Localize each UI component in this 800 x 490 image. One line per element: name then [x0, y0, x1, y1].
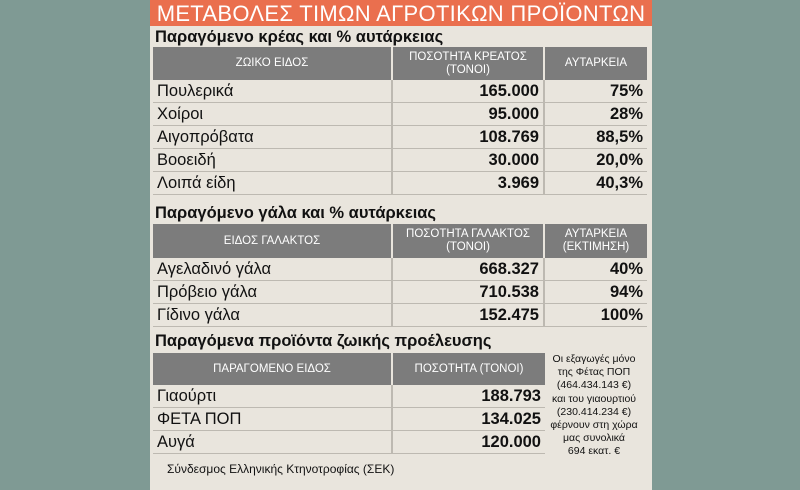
milk-type-cell: Αγελαδινό γάλα	[153, 258, 393, 281]
species-cell: Χοίροι	[153, 103, 393, 126]
quantity-cell: 152.475	[393, 304, 545, 327]
product-cell: Αυγά	[153, 431, 393, 454]
table-row	[153, 304, 647, 327]
products-header-row	[153, 353, 545, 385]
exports-note	[539, 353, 649, 459]
products-table	[153, 353, 545, 454]
table-row	[153, 172, 647, 195]
products-header-type: ΠΑΡΑΓΟΜΕΝΟ ΕΙΔΟΣ	[153, 353, 393, 385]
meat-header-quantity: ΠΟΣΟΤΗΤΑ ΚΡΕΑΤΟΣ (ΤΟΝΟΙ)	[393, 47, 545, 80]
species-cell: Βοοειδή	[153, 149, 393, 172]
milk-header-self-sufficiency: ΑΥΤΑΡΚΕΙΑ (ΕΚΤΙΜΗΣΗ)	[545, 224, 647, 258]
table-row	[153, 385, 545, 408]
meat-table	[153, 47, 647, 195]
milk-header-quantity: ΠΟΣΟΤΗΤΑ ΓΑΛΑΚΤΟΣ (ΤΟΝΟΙ)	[393, 224, 545, 258]
quantity-cell: 710.538	[393, 281, 545, 304]
note-line: Οι εξαγωγές μόνο	[552, 353, 636, 365]
percent-cell: 75%	[545, 80, 647, 103]
infographic-card	[150, 0, 652, 490]
quantity-cell: 95.000	[393, 103, 545, 126]
product-cell: ΦΕΤΑ ΠΟΠ	[153, 408, 393, 431]
milk-header-row	[153, 224, 647, 258]
quantity-cell: 134.025	[393, 408, 545, 431]
meat-header-species: ΖΩΙΚΟ ΕΙΔΟΣ	[153, 47, 393, 80]
banner-title: ΜΕΤΑΒΟΛΕΣ ΤΙΜΩΝ ΑΓΡΟΤΙΚΩΝ ΠΡΟΪΟΝΤΩΝ	[150, 0, 652, 26]
quantity-cell: 668.327	[393, 258, 545, 281]
note-line: (464.434.143 €)	[556, 379, 632, 392]
species-cell: Πουλερικά	[153, 80, 393, 103]
source-credit: Σύνδεσμος Ελληνικής Κτηνοτροφίας (ΣΕΚ)	[167, 462, 395, 476]
quantity-cell: 108.769	[393, 126, 545, 149]
milk-type-cell: Πρόβειο γάλα	[153, 281, 393, 304]
table-row	[153, 258, 647, 281]
table-row	[153, 103, 647, 126]
note-line: (230.414.234 €)	[556, 405, 632, 418]
quantity-cell: 30.000	[393, 149, 545, 172]
product-cell: Γιαούρτι	[153, 385, 393, 408]
percent-cell: 88,5%	[545, 126, 647, 149]
quantity-cell: 120.000	[393, 431, 545, 454]
percent-cell: 40,3%	[545, 172, 647, 195]
note-line: της Φέτας ΠΟΠ	[557, 366, 631, 379]
milk-table	[153, 224, 647, 327]
quantity-cell: 165.000	[393, 80, 545, 103]
species-cell: Λοιπά είδη	[153, 172, 393, 195]
quantity-cell: 188.793	[393, 385, 545, 408]
quantity-cell: 3.969	[393, 172, 545, 195]
table-row	[153, 126, 647, 149]
products-section-title: Παραγόμενα προϊόντα ζωικής προέλευσης	[155, 332, 492, 350]
table-row	[153, 281, 647, 304]
note-line: και του γιαουρτιού	[551, 392, 637, 405]
percent-cell: 20,0%	[545, 149, 647, 172]
meat-header-self-sufficiency: ΑΥΤΑΡΚΕΙΑ	[545, 47, 647, 80]
species-cell: Αιγοπρόβατα	[153, 126, 393, 149]
note-line: φέρνουν στη χώρα	[550, 419, 638, 432]
products-header-quantity: ΠΟΣΟΤΗΤΑ (ΤΟΝΟΙ)	[393, 353, 545, 385]
percent-cell: 94%	[545, 281, 647, 304]
note-line: 694 εκατ. €	[567, 445, 621, 458]
meat-section-title: Παραγόμενο κρέας και % αυτάρκειας	[155, 28, 444, 46]
percent-cell: 40%	[545, 258, 647, 281]
percent-cell: 28%	[545, 103, 647, 126]
percent-cell: 100%	[545, 304, 647, 327]
milk-section-title: Παραγόμενο γάλα και % αυτάρκειας	[155, 204, 437, 222]
milk-type-cell: Γίδινο γάλα	[153, 304, 393, 327]
table-row	[153, 431, 545, 454]
meat-header-row	[153, 47, 647, 80]
table-row	[153, 408, 545, 431]
table-row	[153, 80, 647, 103]
table-row	[153, 149, 647, 172]
milk-header-type: ΕΙΔΟΣ ΓΑΛΑΚΤΟΣ	[153, 224, 393, 258]
note-line: μας συνολικά	[563, 432, 625, 445]
